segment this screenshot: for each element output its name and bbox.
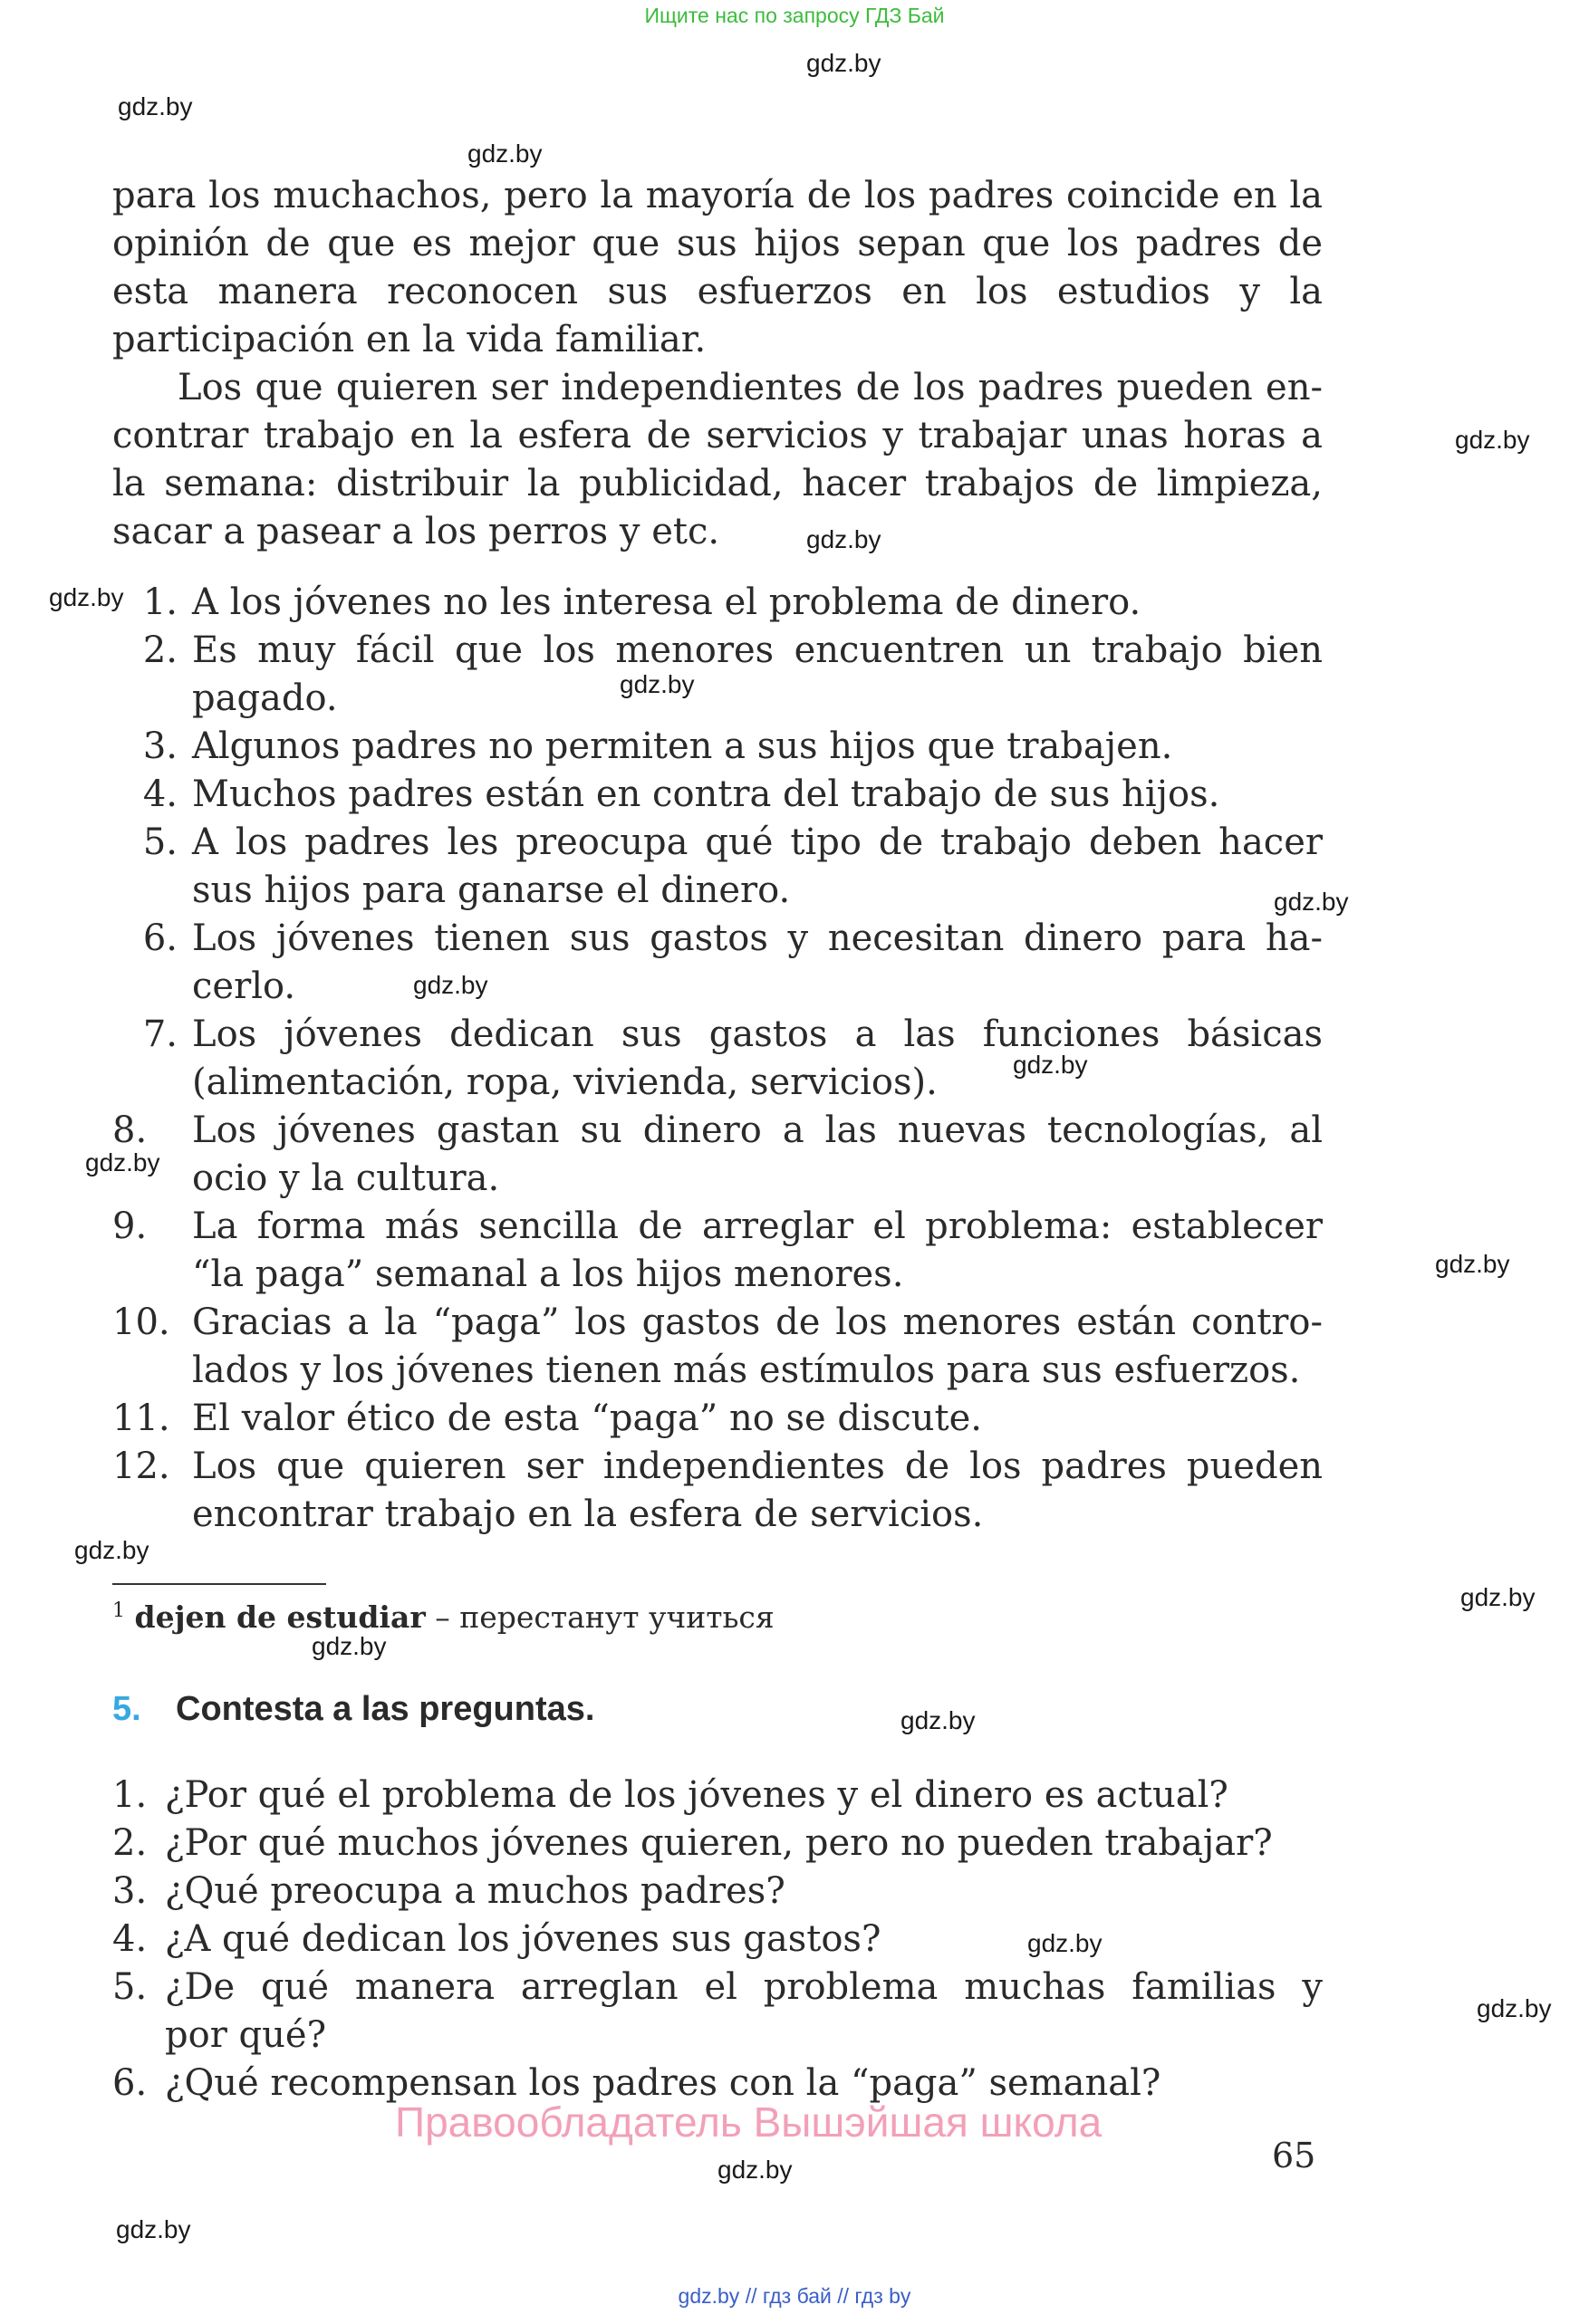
text-line: participación en la vida familiar.: [112, 319, 707, 360]
list-item-number: 5.: [112, 1966, 148, 2008]
watermark: gdz.by: [49, 583, 124, 611]
text-line: ¿A qué dedican los jóvenes sus gastos?: [165, 1918, 881, 1960]
footnote-marker: 1: [112, 1599, 125, 1622]
list-item: [165, 1772, 1323, 1820]
watermark: gdz.by: [900, 1706, 976, 1734]
text-line: ¿Por qué muchos jóvenes quieren, pero no pueden trabajar?: [165, 1822, 1273, 1864]
list-item: [192, 579, 1323, 627]
list-item: [192, 819, 1323, 915]
watermark: gdz.by: [620, 670, 695, 698]
text-line: Muchos padres están en contra del trabajo de sus hijos.: [192, 773, 1220, 815]
list-item: [192, 1011, 1323, 1107]
list-item: [192, 771, 1323, 819]
footnote-term: dejen de estudiar: [134, 1599, 426, 1635]
list-item: [165, 1868, 1323, 1916]
text-line: encontrar trabajo en la esfera de servicios.: [192, 1493, 984, 1535]
text-line: Los que quieren ser independientes de los padres pueden: [192, 1445, 1323, 1487]
watermark: gdz.by: [1013, 1051, 1088, 1079]
list-item: [192, 1299, 1323, 1395]
list-item-number: 7.: [142, 1013, 178, 1055]
text-line: cerlo.: [192, 965, 296, 1007]
text-line: ¿Qué preocupa a muchos padres?: [165, 1870, 785, 1912]
text-line: opinión de que es mejor que sus hijos sepan que los padres de: [112, 223, 1323, 264]
watermark: gdz.by: [116, 2215, 191, 2243]
list-item: [192, 1203, 1323, 1299]
copyright-notice: Правообладатель Вышэйшая школа: [395, 2098, 1103, 2146]
text-line: por qué?: [165, 2014, 327, 2056]
text-line: esta manera reconocen sus esfuerzos en los estudios y la: [112, 271, 1323, 312]
footnote: [112, 1599, 775, 1635]
list-item: [192, 1107, 1323, 1203]
text-line: lados y los jóvenes tienen más estímulos para sus esfuerzos.: [192, 1349, 1301, 1391]
text-line: sacar a pasear a los perros y etc.: [112, 511, 720, 552]
text-line: ¿Por qué el problema de los jóvenes y el dinero es actual?: [165, 1774, 1228, 1816]
watermark: gdz.by: [467, 139, 543, 168]
list-item: [192, 915, 1323, 1011]
list-item-number: 6.: [142, 917, 178, 959]
watermark: gdz.by: [1274, 888, 1349, 916]
footnote-translation: – перестанут учиться: [425, 1599, 775, 1635]
text-line: ¿Qué recompensan los padres con la “paga” semanal?: [165, 2062, 1161, 2104]
text-line: Los jóvenes gastan su dinero a las nuevas tecnologías, al: [192, 1109, 1323, 1151]
watermark: gdz.by: [74, 1536, 149, 1564]
list-item-number: 9.: [112, 1205, 148, 1247]
text-line: ¿De qué manera arreglan el problema muchas familias y: [165, 1966, 1323, 2008]
text-line: Gracias a la “paga” los gastos de los menores están contro-: [192, 1301, 1323, 1343]
watermark: gdz.by: [717, 2156, 793, 2184]
text-line: pagado.: [192, 677, 338, 719]
list-item-number: 5.: [142, 821, 178, 863]
watermark: gdz.by: [1455, 426, 1530, 454]
list-item: [192, 1443, 1323, 1539]
text-line: Los que quieren ser independientes de los padres pueden en-: [178, 367, 1323, 408]
exercise-number: 5.: [112, 1690, 141, 1728]
paragraph-2: [112, 364, 1323, 556]
bottom-links[interactable]: gdz.by // гдз бай // гдз by: [678, 2284, 911, 2308]
list-item: [192, 1395, 1323, 1443]
list-item-number: 11.: [112, 1397, 170, 1439]
text-line: ocio y la cultura.: [192, 1157, 500, 1199]
list-item: [192, 627, 1323, 723]
list-item-number: 1.: [112, 1774, 148, 1816]
watermark: gdz.by: [1460, 1583, 1536, 1611]
list-item: [165, 1964, 1323, 2060]
text-line: (alimentación, ropa, vivienda, servicios).: [192, 1061, 938, 1103]
watermark: gdz.by: [1027, 1929, 1103, 1957]
text-line: contrar trabajo en la esfera de servicios y trabajar unas horas a: [112, 415, 1323, 456]
top-banner[interactable]: Ищите нас по запросу ГДЗ Бай: [644, 4, 945, 27]
list-item-number: 6.: [112, 2062, 148, 2104]
watermark: gdz.by: [118, 92, 193, 120]
text-line: A los jóvenes no les interesa el problema de dinero.: [192, 581, 1141, 623]
watermark: gdz.by: [1477, 1994, 1552, 2022]
list-item-number: 2.: [142, 629, 178, 671]
text-line: la semana: distribuir la publicidad, hacer trabajos de limpieza,: [112, 463, 1323, 504]
text-line: La forma más sencilla de arreglar el problema: establecer: [192, 1205, 1323, 1247]
exercise-title: Contesta a las preguntas.: [176, 1690, 595, 1728]
text-line: A los padres les preocupa qué tipo de trabajo deben hacer: [192, 821, 1323, 863]
text-line: Algunos padres no permiten a sus hijos que trabajen.: [192, 725, 1173, 767]
watermark: gdz.by: [85, 1148, 160, 1176]
list-item: [192, 723, 1323, 771]
paragraph-1: [112, 172, 1323, 364]
list-item: [165, 1916, 1323, 1964]
watermark: gdz.by: [312, 1632, 387, 1660]
list-item-number: 3.: [142, 725, 178, 767]
text-line: Es muy fácil que los menores encuentren un trabajo bien: [192, 629, 1323, 671]
list-item-number: 10.: [112, 1301, 170, 1343]
list-item-number: 12.: [112, 1445, 170, 1487]
list-item-number: 3.: [112, 1870, 148, 1912]
text-line: “la paga” semanal a los hijos menores.: [192, 1253, 904, 1295]
list-item-number: 4.: [142, 773, 178, 815]
text-line: Los jóvenes dedican sus gastos a las funciones básicas: [192, 1013, 1323, 1055]
watermark: gdz.by: [806, 525, 881, 553]
watermark: gdz.by: [1435, 1250, 1510, 1278]
page-number: 65: [1272, 2136, 1316, 2175]
text-line: para los muchachos, pero la mayoría de los padres coincide en la: [112, 175, 1323, 216]
watermark: gdz.by: [806, 49, 881, 77]
list-item-number: 2.: [112, 1822, 148, 1864]
text-line: sus hijos para ganarse el dinero.: [192, 869, 791, 911]
list-item-number: 8.: [112, 1109, 148, 1151]
list-item-number: 1.: [142, 581, 178, 623]
list-item-number: 4.: [112, 1918, 148, 1960]
list-item: [165, 1820, 1323, 1868]
text-line: Los jóvenes tienen sus gastos y necesitan dinero para ha-: [192, 917, 1323, 959]
watermark: gdz.by: [413, 971, 488, 999]
text-line: El valor ético de esta “paga” no se discute.: [192, 1397, 982, 1439]
footnote-divider: [112, 1583, 326, 1585]
